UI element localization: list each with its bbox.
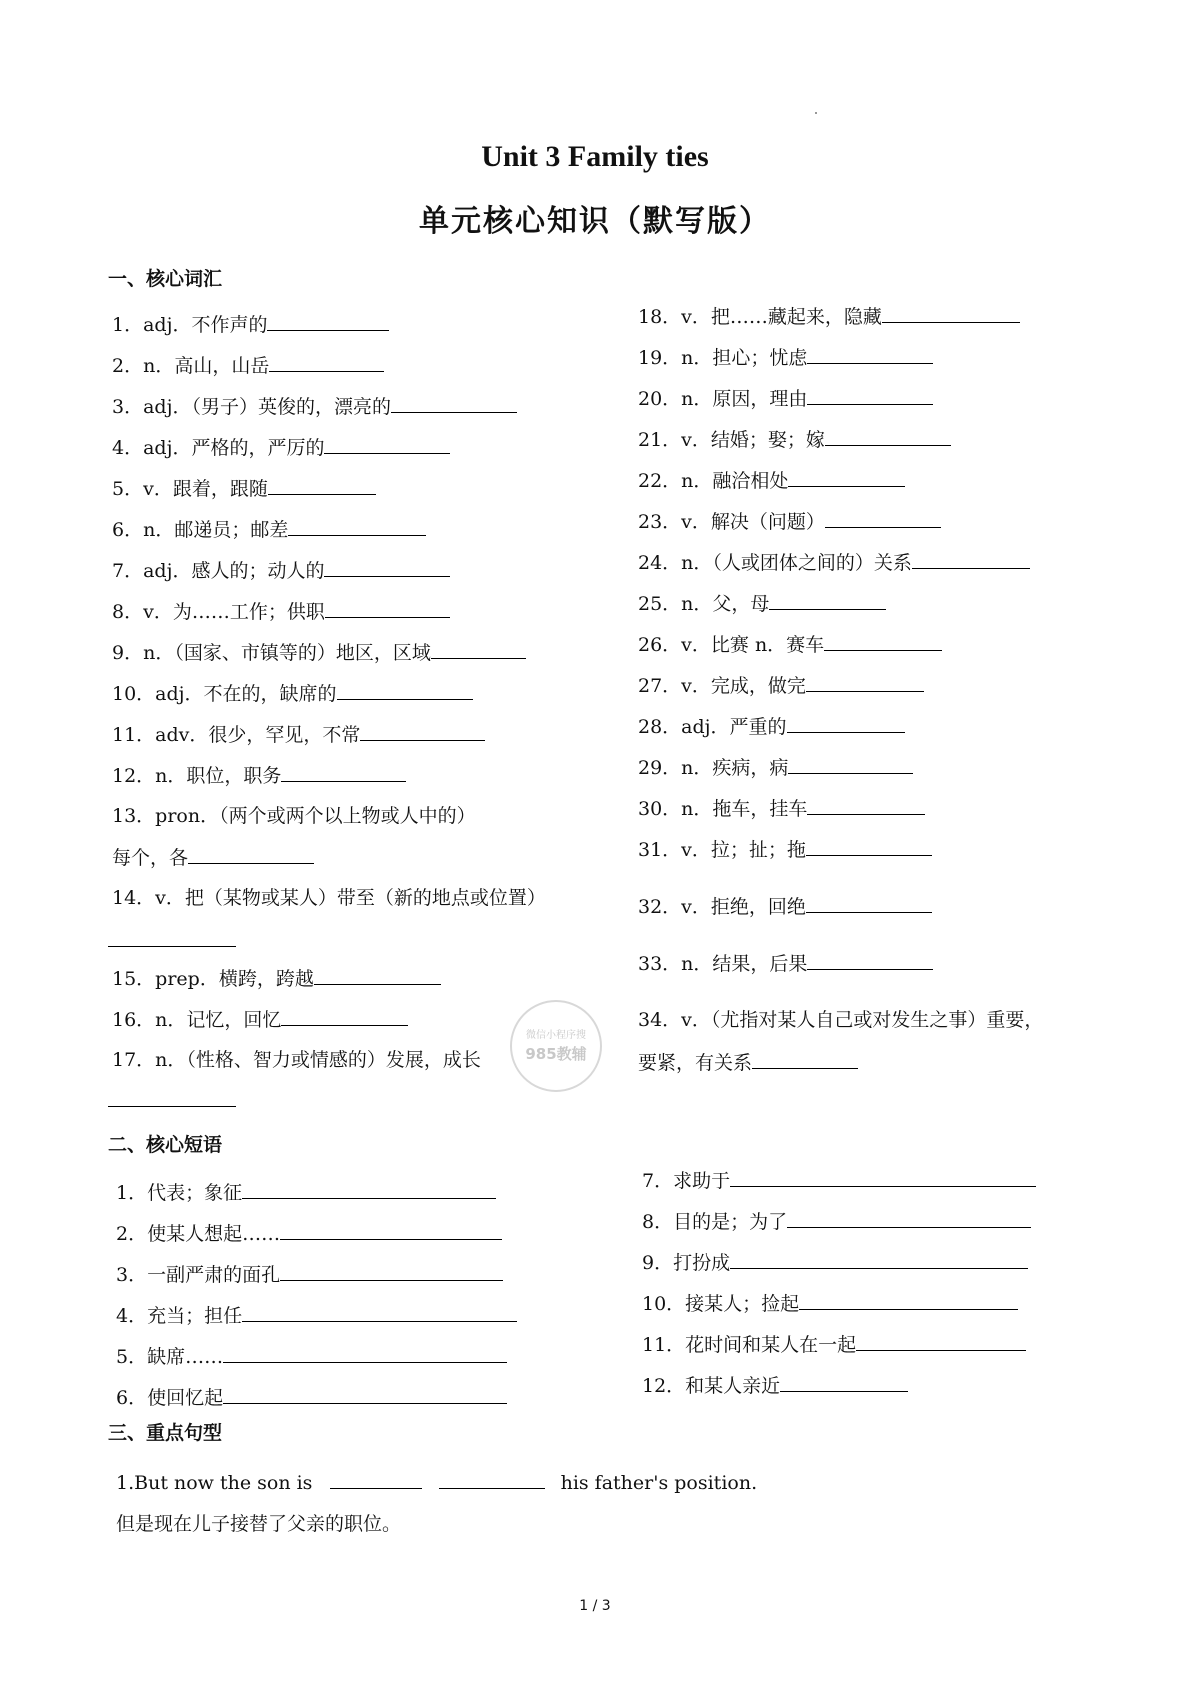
section-heading-sentences: 三、重点句型	[108, 1422, 223, 1444]
answer-blank[interactable]	[281, 763, 406, 782]
answer-blank[interactable]	[787, 714, 905, 733]
list-item	[638, 591, 886, 616]
list-item	[638, 345, 933, 370]
answer-blank[interactable]	[752, 1050, 858, 1069]
sentence-text-before: 1.But now the son is	[116, 1472, 313, 1494]
item-label: 16．n．记忆，回忆	[112, 1009, 282, 1031]
answer-blank[interactable]	[788, 468, 905, 487]
answer-blank[interactable]	[391, 394, 517, 413]
answer-blank[interactable]	[807, 386, 933, 405]
list-item	[638, 673, 924, 698]
answer-blank[interactable]	[825, 427, 951, 446]
item-label: 8．目的是；为了	[642, 1211, 788, 1233]
answer-blank[interactable]	[280, 1221, 502, 1240]
item-label: 14．v．把（某物或某人）带至（新的地点或位置）	[112, 887, 546, 909]
item-label: 1．代表；象征	[116, 1182, 243, 1204]
item-label: 22．n．融洽相处	[638, 470, 789, 492]
item-label: 18．v．把……藏起来，隐藏	[638, 306, 882, 328]
item-label: 21．v．结婚；娶；嫁	[638, 429, 825, 451]
item-label: 31．v．拉；扯；拖	[638, 839, 806, 861]
watermark-line2: 985教辅	[525, 1045, 587, 1063]
item-label: 23．v．解决（问题）	[638, 511, 825, 533]
list-item	[112, 886, 546, 910]
item-label: 4．adj．严格的，严厉的	[112, 437, 325, 459]
item-label: 要紧，有关系	[638, 1052, 753, 1074]
answer-blank[interactable]	[806, 894, 932, 913]
answer-blank[interactable]	[188, 845, 314, 864]
list-item	[638, 509, 941, 534]
list-item	[116, 1344, 507, 1369]
item-label: 4．充当；担任	[116, 1305, 243, 1327]
list-item	[112, 804, 476, 828]
item-label: 2．使某人想起……	[116, 1223, 281, 1245]
item-label: 10．接某人；捡起	[642, 1293, 800, 1315]
list-item	[108, 928, 236, 953]
list-item	[116, 1221, 502, 1246]
list-item	[638, 714, 905, 739]
list-item	[112, 312, 389, 337]
list-item	[638, 894, 932, 919]
scan-dot	[815, 112, 817, 114]
answer-blank[interactable]	[788, 755, 913, 774]
list-item	[638, 304, 1020, 329]
item-label: 6．n．邮递员；邮差	[112, 519, 289, 541]
list-item	[116, 1385, 507, 1410]
list-item	[638, 951, 933, 976]
list-item	[638, 1050, 858, 1075]
item-label: 12．和某人亲近	[642, 1375, 781, 1397]
item-label: 3．一副严肃的面孔	[116, 1264, 281, 1286]
item-label: 11．花时间和某人在一起	[642, 1334, 857, 1356]
answer-blank[interactable]	[360, 722, 485, 741]
item-label: 11．adv．很少，罕见，不常	[112, 724, 361, 746]
list-item	[638, 1008, 1043, 1032]
item-label: 12．n．职位，职务	[112, 765, 282, 787]
list-item	[116, 1180, 496, 1205]
answer-blank[interactable]	[242, 1303, 517, 1322]
answer-blank[interactable]	[108, 928, 236, 947]
answer-blank[interactable]	[439, 1470, 545, 1489]
answer-blank[interactable]	[223, 1344, 507, 1363]
answer-blank[interactable]	[769, 591, 886, 610]
answer-blank[interactable]	[730, 1250, 1028, 1269]
answer-blank[interactable]	[787, 1209, 1031, 1228]
answer-blank[interactable]	[825, 509, 941, 528]
answer-blank[interactable]	[806, 837, 932, 856]
list-item	[116, 1262, 503, 1287]
item-label: 29．n．疾病，病	[638, 757, 789, 779]
list-item	[638, 468, 905, 493]
answer-blank[interactable]	[912, 550, 1030, 569]
watermark-line1: 微信小程序搜	[526, 1030, 586, 1041]
list-item	[112, 722, 485, 747]
list-item	[112, 640, 526, 665]
list-item	[642, 1168, 1036, 1193]
list-item	[642, 1373, 908, 1398]
list-item	[112, 476, 376, 501]
item-label: 33．n．结果，后果	[638, 953, 808, 975]
list-item	[112, 845, 314, 870]
answer-blank[interactable]	[882, 304, 1020, 323]
answer-blank[interactable]	[856, 1332, 1026, 1351]
item-label: 28．adj．严重的	[638, 716, 787, 738]
sentence-item	[116, 1470, 757, 1495]
item-label: 6．使回忆起	[116, 1387, 224, 1409]
item-label: 19．n．担心；忧虑	[638, 347, 808, 369]
list-item	[642, 1332, 1026, 1357]
list-item	[642, 1209, 1031, 1234]
answer-blank[interactable]	[280, 1262, 503, 1281]
list-item	[108, 1088, 236, 1113]
item-label: 10．adj．不在的，缺席的	[112, 683, 337, 705]
list-item	[638, 755, 913, 780]
sentence-translation: 但是现在儿子接替了父亲的职位。	[116, 1513, 402, 1535]
answer-blank[interactable]	[324, 435, 450, 454]
list-item	[112, 1048, 481, 1072]
list-item	[112, 763, 406, 788]
list-item	[638, 427, 951, 452]
answer-blank[interactable]	[269, 353, 384, 372]
section-heading-phrases: 二、核心短语	[108, 1134, 223, 1156]
answer-blank[interactable]	[431, 640, 526, 659]
list-item	[116, 1303, 517, 1328]
item-label: 15．prep．横跨，跨越	[112, 968, 314, 990]
answer-blank[interactable]	[807, 345, 933, 364]
watermark-stamp	[510, 1000, 602, 1092]
answer-blank[interactable]	[799, 1291, 1018, 1310]
item-label: 5．缺席……	[116, 1346, 224, 1368]
item-label: 7．adj．感人的；动人的	[112, 560, 325, 582]
answer-blank[interactable]	[337, 681, 473, 700]
item-label: 3．adj．（男子）英俊的，漂亮的	[112, 396, 391, 418]
list-item	[638, 386, 933, 411]
list-item	[638, 837, 932, 862]
answer-blank[interactable]	[780, 1373, 908, 1392]
list-item	[112, 353, 384, 378]
answer-blank[interactable]	[325, 599, 450, 618]
answer-blank[interactable]	[281, 1007, 408, 1026]
item-label: 9．打扮成	[642, 1252, 731, 1274]
item-label: 34．v．（尤指对某人自己或对发生之事）重要，	[638, 1009, 1044, 1031]
answer-blank[interactable]	[268, 476, 376, 495]
list-item	[112, 394, 517, 419]
item-label: 每个，各	[112, 847, 189, 869]
item-label: 8．v．为……工作；供职	[112, 601, 325, 623]
item-label: 27．v．完成，做完	[638, 675, 806, 697]
item-label: 7．求助于	[642, 1170, 731, 1192]
item-label: 25．n．父，母	[638, 593, 770, 615]
answer-blank[interactable]	[324, 558, 450, 577]
page-title: Unit 3 Family ties	[481, 140, 709, 173]
sentence-text-after: his father's position.	[560, 1472, 758, 1494]
list-item	[112, 681, 473, 706]
item-label: 1．adj．不作声的	[112, 314, 268, 336]
list-item	[112, 558, 450, 583]
answer-blank[interactable]	[267, 312, 389, 331]
item-label: 26．v．比赛 n．赛车	[638, 634, 825, 656]
answer-blank[interactable]	[330, 1470, 422, 1489]
item-label: 24．n．（人或团体之间的）关系	[638, 552, 912, 574]
list-item	[112, 1007, 408, 1032]
list-item	[112, 517, 426, 542]
item-label: 17．n．（性格、智力或情感的）发展，成长	[112, 1049, 481, 1071]
page-number: 1 / 3	[579, 1598, 611, 1614]
item-label: 5．v．跟着，跟随	[112, 478, 268, 500]
answer-blank[interactable]	[314, 966, 441, 985]
item-label: 9．n．（国家、市镇等的）地区，区域	[112, 642, 431, 664]
list-item	[642, 1250, 1028, 1275]
answer-blank[interactable]	[807, 796, 925, 815]
list-item	[638, 632, 942, 657]
answer-blank[interactable]	[288, 517, 426, 536]
answer-blank[interactable]	[824, 632, 942, 651]
answer-blank[interactable]	[242, 1180, 496, 1199]
list-item	[112, 966, 441, 991]
list-item	[112, 435, 450, 460]
item-label: 32．v．拒绝，回绝	[638, 896, 806, 918]
item-label: 13．pron．（两个或两个以上物或人中的）	[112, 805, 476, 827]
list-item	[112, 599, 450, 624]
section-heading-vocab: 一、核心词汇	[108, 268, 223, 290]
item-label: 30．n．拖车，挂车	[638, 798, 808, 820]
item-label: 20．n．原因，理由	[638, 388, 808, 410]
answer-blank[interactable]	[806, 673, 924, 692]
list-item	[638, 796, 925, 821]
answer-blank[interactable]	[108, 1088, 236, 1107]
answer-blank[interactable]	[730, 1168, 1036, 1187]
page-subtitle: 单元核心知识（默写版）	[419, 204, 771, 239]
list-item	[642, 1291, 1018, 1316]
answer-blank[interactable]	[223, 1385, 507, 1404]
item-label: 2．n．高山，山岳	[112, 355, 270, 377]
list-item	[638, 550, 1030, 575]
answer-blank[interactable]	[807, 951, 933, 970]
